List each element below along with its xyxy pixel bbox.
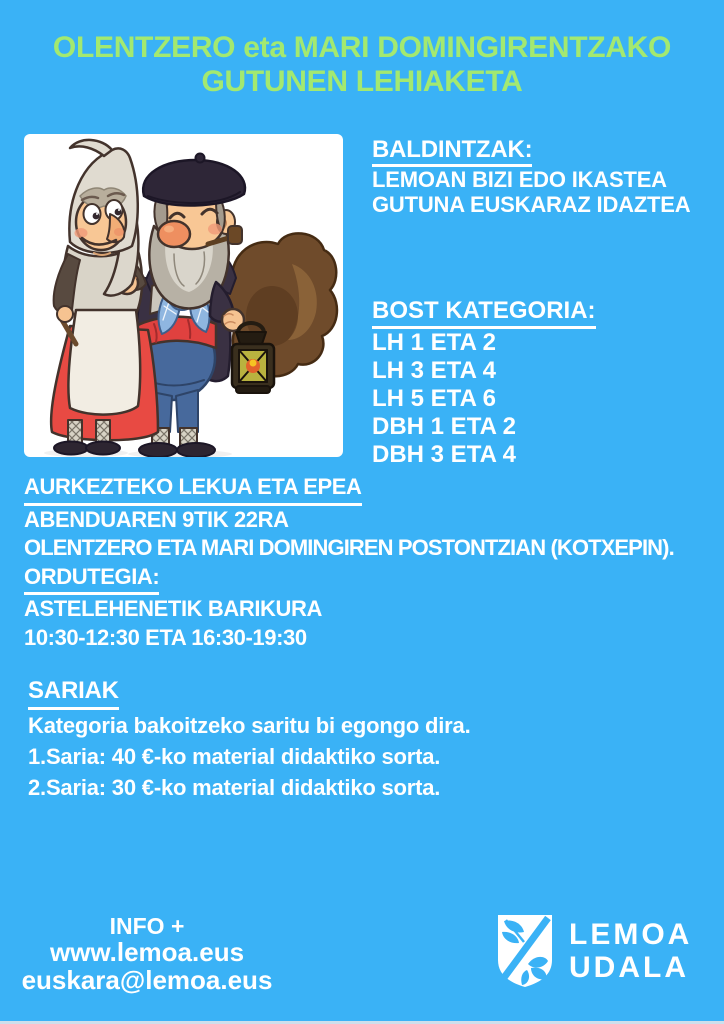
- sariak-line3: 2.Saria: 30 €-ko material didaktiko sorta.: [28, 775, 441, 800]
- aurkezteko-line1: ABENDUAREN 9TIK 22RA: [24, 506, 289, 532]
- kategoriak-item: DBH 3 ETA 4: [372, 441, 517, 468]
- baldintzak-line2: GUTUNA EUSKARAZ IDAZTEA: [372, 192, 691, 217]
- ordutegia-heading: ORDUTEGIA:: [24, 563, 674, 596]
- aurkezteko-heading: AURKEZTEKO LEKUA ETA EPEA: [24, 473, 674, 506]
- info-website: www.lemoa.eus: [49, 937, 245, 967]
- section-baldintzak: [372, 136, 690, 217]
- sariak-line2: 1.Saria: 40 €-ko material didaktiko sorta.: [28, 744, 441, 769]
- logo-text: [569, 918, 692, 984]
- sariak-line1: Kategoria bakoitzeko saritu bi egongo dira.: [28, 713, 471, 738]
- big-nose: [158, 221, 190, 247]
- info-label: INFO +: [109, 913, 185, 939]
- olentzero-mari-domingi-illustration: [24, 134, 343, 457]
- poster-title-line1: OLENTZERO eta MARI DOMINGIRENTZAKO: [52, 31, 672, 64]
- lemoa-udala-logo: [494, 912, 692, 990]
- section-sariak: [28, 675, 470, 803]
- beret: [143, 154, 245, 206]
- lemoa-shield-icon: [494, 912, 556, 990]
- poster-title-line2: GUTUNEN LEHIAKETA: [201, 65, 523, 98]
- aurkezteko-line2: OLENTZERO ETA MARI DOMINGIREN POSTONTZIAN (KOTXEPIN).: [24, 535, 674, 560]
- section-info: [4, 913, 290, 995]
- baldintzak-line1: LEMOAN BIZI EDO IKASTEA: [372, 167, 667, 192]
- olentzero-figure: [129, 154, 337, 458]
- kategoriak-item: DBH 1 ETA 2: [372, 413, 517, 440]
- logo-name-line2: UDALA: [569, 951, 689, 984]
- baldintzak-heading: BALDINTZAK:: [372, 136, 690, 167]
- kategoriak-item: LH 3 ETA 4: [372, 357, 497, 384]
- section-kategoriak: [372, 297, 596, 469]
- illustration-box: [24, 134, 343, 457]
- logo-name-line1: LEMOA: [569, 918, 693, 951]
- sariak-heading: SARIAK: [28, 675, 470, 710]
- kategoriak-heading: BOST KATEGORIA:: [372, 297, 596, 329]
- poster-title: [0, 31, 724, 99]
- ordutegia-line1: ASTELEHENETIK BARIKURA: [24, 596, 322, 621]
- kategoriak-item: LH 1 ETA 2: [372, 329, 497, 356]
- kategoriak-item: LH 5 ETA 6: [372, 385, 497, 412]
- section-aurkezteko-ordutegia: [24, 473, 674, 652]
- ordutegia-line2: 10:30-12:30 ETA 16:30-19:30: [24, 624, 307, 650]
- info-email: euskara@lemoa.eus: [21, 965, 273, 995]
